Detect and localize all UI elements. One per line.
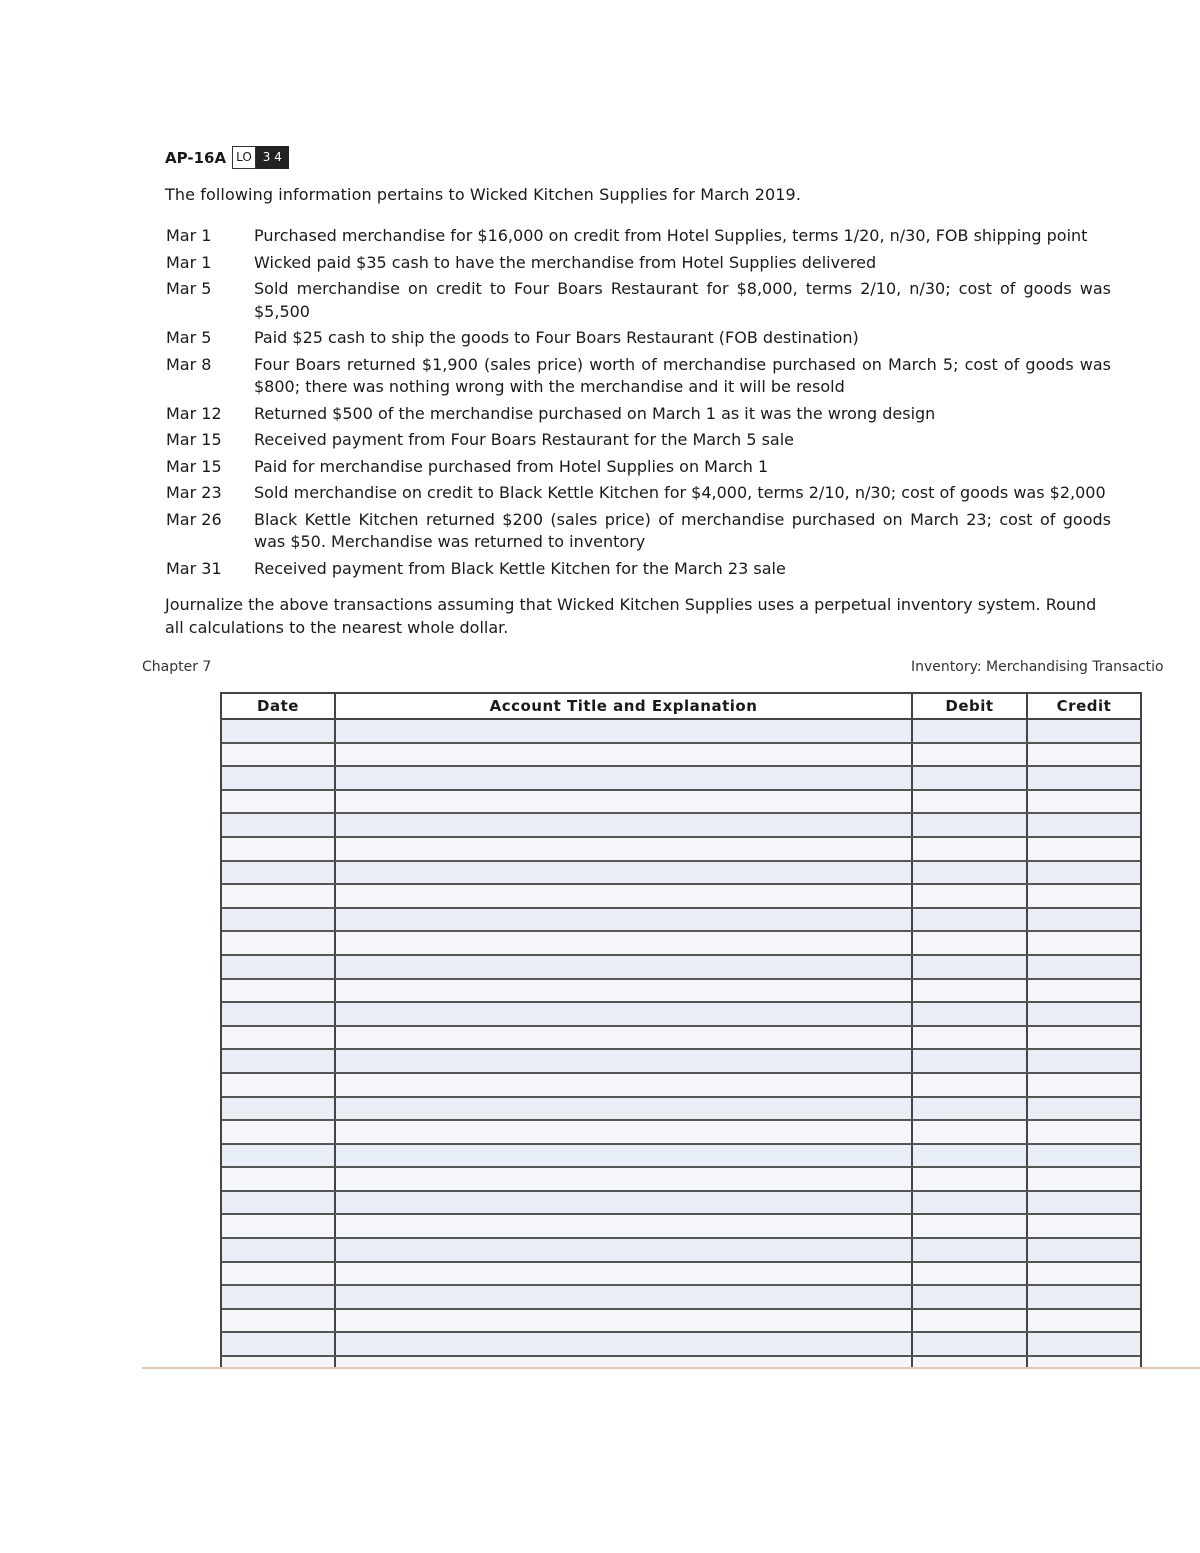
table-row [222,1003,1140,1027]
account-cell[interactable] [336,909,913,931]
table-row [222,1286,1140,1310]
transaction-date: Mar 15 [166,430,222,449]
account-cell[interactable] [336,1098,913,1120]
table-row [222,1121,1140,1145]
transaction-description: Returned $500 of the merchandise purchased on March 1 as it was the wrong design [254,403,936,423]
debit-cell[interactable] [913,980,1028,1002]
account-cell[interactable] [336,1027,913,1049]
transaction-description: Sold merchandise on credit to Four Boars Restaurant for $8,000, terms 2/10, n/30; cost of goods was $5,500 [254,279,1111,321]
credit-cell[interactable] [1028,1192,1140,1214]
account-cell[interactable] [336,1310,913,1332]
debit-cell[interactable] [913,1027,1028,1049]
credit-cell[interactable] [1028,720,1140,742]
date-cell[interactable] [222,838,336,860]
table-row [222,1310,1140,1334]
table-row [222,1263,1140,1287]
account-cell[interactable] [336,1145,913,1167]
date-cell[interactable] [222,1050,336,1072]
account-cell[interactable] [336,1192,913,1214]
credit-cell[interactable] [1028,1027,1140,1049]
account-cell[interactable] [336,1239,913,1261]
debit-cell[interactable] [913,1263,1028,1285]
transaction-date: Mar 5 [166,279,212,298]
transaction-row [166,327,1111,350]
credit-cell[interactable] [1028,885,1140,907]
account-cell[interactable] [336,1286,913,1308]
table-row [222,909,1140,933]
account-cell[interactable] [336,720,913,742]
debit-cell[interactable] [913,909,1028,931]
transaction-description: Paid $25 cash to ship the goods to Four Boars Restaurant (FOB destination) [254,328,859,347]
debit-cell[interactable] [913,791,1028,813]
date-cell[interactable] [222,814,336,836]
journal-body [222,720,1140,1368]
debit-cell[interactable] [913,814,1028,836]
table-row [222,814,1140,838]
credit-cell[interactable] [1028,838,1140,860]
transaction-description: Received payment from Four Boars Restaurant for the March 5 sale [254,430,795,449]
account-cell[interactable] [336,791,913,813]
transaction-date: Mar 15 [166,456,222,476]
table-row [222,932,1140,956]
transaction-description: Purchased merchandise for $16,000 on credit from Hotel Supplies, terms 1/20, n/30, FOB shipping point [254,226,1088,245]
debit-cell[interactable] [913,885,1028,907]
account-cell[interactable] [336,767,913,789]
journal-table [220,692,1142,1368]
instructions-text: Journalize the above transactions assuming that Wicked Kitchen Supplies uses a perpetual inventory system. Round all calculations to the nearest whole dollar. [165,595,1097,637]
debit-cell[interactable] [913,1286,1028,1308]
date-cell[interactable] [222,1286,336,1308]
debit-cell[interactable] [913,1121,1028,1143]
chapter-title: Inventory: Merchandising Transactio [911,659,1164,675]
account-cell[interactable] [336,885,913,907]
transaction-row [166,482,1111,505]
debit-cell[interactable] [913,1239,1028,1261]
credit-cell[interactable] [1028,1098,1140,1120]
date-cell[interactable] [222,767,336,789]
transaction-row [166,403,1111,426]
debit-cell[interactable] [913,1074,1028,1096]
table-row [222,1050,1140,1074]
learning-objective-badge [232,146,289,169]
debit-cell[interactable] [913,767,1028,789]
problem-header [165,146,289,169]
table-row [222,744,1140,768]
account-cell[interactable] [336,1333,913,1355]
date-cell[interactable] [222,1215,336,1237]
account-cell[interactable] [336,1263,913,1285]
header-date: Date [222,694,336,718]
transaction-description: Received payment from Black Kettle Kitchen for the March 23 sale [254,558,786,578]
intro-text: The following information pertains to Wicked Kitchen Supplies for March 2019. [165,185,802,204]
date-cell[interactable] [222,1310,336,1332]
table-row [222,720,1140,744]
debit-cell[interactable] [913,1310,1028,1332]
date-cell[interactable] [222,791,336,813]
debit-cell[interactable] [913,1003,1028,1025]
credit-cell[interactable] [1028,1168,1140,1190]
table-row [222,1192,1140,1216]
transaction-row [166,252,1111,275]
table-row [222,1215,1140,1239]
account-cell[interactable] [336,1003,913,1025]
table-row [222,791,1140,815]
transaction-date: Mar 8 [166,354,212,374]
table-row [222,1074,1140,1098]
credit-cell[interactable] [1028,1333,1140,1355]
date-cell[interactable] [222,1121,336,1143]
date-cell[interactable] [222,885,336,907]
table-row [222,838,1140,862]
transaction-description: Paid for merchandise purchased from Hotel Supplies on March 1 [254,456,769,476]
date-cell[interactable] [222,956,336,978]
header-account: Account Title and Explanation [336,694,913,718]
table-row [222,767,1140,791]
debit-cell[interactable] [913,1050,1028,1072]
table-row [222,1098,1140,1122]
transaction-row [166,278,1111,323]
transaction-date: Mar 5 [166,328,212,347]
credit-cell[interactable] [1028,1074,1140,1096]
date-cell[interactable] [222,1239,336,1261]
date-cell[interactable] [222,744,336,766]
table-row [222,1333,1140,1357]
credit-cell[interactable] [1028,956,1140,978]
credit-cell[interactable] [1028,814,1140,836]
credit-cell[interactable] [1028,1310,1140,1332]
date-cell[interactable] [222,1027,336,1049]
date-cell[interactable] [222,1333,336,1355]
account-cell[interactable] [336,956,913,978]
credit-cell[interactable] [1028,1145,1140,1167]
account-cell[interactable] [336,1168,913,1190]
date-cell[interactable] [222,932,336,954]
credit-cell[interactable] [1028,1263,1140,1285]
table-row [222,1168,1140,1192]
transaction-row [166,558,1111,581]
transaction-date: Mar 1 [166,226,212,245]
date-cell[interactable] [222,1263,336,1285]
date-cell[interactable] [222,1074,336,1096]
date-cell[interactable] [222,980,336,1002]
debit-cell[interactable] [913,1168,1028,1190]
account-cell[interactable] [336,1215,913,1237]
debit-cell[interactable] [913,1145,1028,1167]
credit-cell[interactable] [1028,932,1140,954]
page-bottom-rule [142,1367,1200,1369]
transaction-description: Sold merchandise on credit to Black Kettle Kitchen for $4,000, terms 2/10, n/30; cost of goods was $2,000 [254,483,1106,502]
account-cell[interactable] [336,744,913,766]
transaction-date: Mar 26 [166,509,222,529]
account-cell[interactable] [336,1074,913,1096]
table-row [222,1239,1140,1263]
debit-cell[interactable] [913,1192,1028,1214]
transaction-date: Mar 23 [166,483,222,502]
debit-cell[interactable] [913,1215,1028,1237]
date-cell[interactable] [222,862,336,884]
debit-cell[interactable] [913,838,1028,860]
debit-cell[interactable] [913,862,1028,884]
transaction-date: Mar 1 [166,252,212,272]
table-row [222,885,1140,909]
transaction-description: Black Kettle Kitchen returned $200 (sales price) of merchandise purchased on March 23; cost of goods was $50. Merchandise was returned to inventory [254,509,1111,551]
account-cell[interactable] [336,814,913,836]
account-cell[interactable] [336,862,913,884]
date-cell[interactable] [222,1003,336,1025]
table-row [222,1145,1140,1169]
account-cell[interactable] [336,980,913,1002]
date-cell[interactable] [222,720,336,742]
credit-cell[interactable] [1028,744,1140,766]
transaction-row [166,354,1111,399]
credit-cell[interactable] [1028,980,1140,1002]
credit-cell[interactable] [1028,1239,1140,1261]
debit-cell[interactable] [913,932,1028,954]
transaction-row [166,225,1111,248]
transaction-description: Wicked paid $35 cash to have the merchandise from Hotel Supplies delivered [254,252,877,272]
account-cell[interactable] [336,838,913,860]
lo-numbers: 3 4 [256,146,289,169]
table-row [222,956,1140,980]
debit-cell[interactable] [913,1333,1028,1355]
account-cell[interactable] [336,1050,913,1072]
table-row [222,862,1140,886]
credit-cell[interactable] [1028,862,1140,884]
transaction-row [166,509,1111,554]
credit-cell[interactable] [1028,1215,1140,1237]
date-cell[interactable] [222,1098,336,1120]
chapter-label: Chapter 7 [142,659,212,675]
debit-cell[interactable] [913,1098,1028,1120]
date-cell[interactable] [222,1168,336,1190]
problem-id: AP-16A [165,148,227,167]
transaction-list [166,225,1111,584]
header-credit: Credit [1056,697,1112,715]
header-debit: Debit [913,694,1028,718]
debit-cell[interactable] [913,720,1028,742]
transaction-description: Four Boars returned $1,900 (sales price) worth of merchandise purchased on March 5; cost of goods was $800; there was nothing wrong with the merchandise and it will be resold [254,354,1111,396]
credit-cell[interactable] [1028,1050,1140,1072]
credit-cell[interactable] [1028,1286,1140,1308]
date-cell[interactable] [222,1145,336,1167]
lo-label: LO [232,146,256,169]
transaction-row [166,429,1111,452]
account-cell[interactable] [336,1121,913,1143]
date-cell[interactable] [222,1192,336,1214]
table-row [222,1027,1140,1051]
journal-header-row [222,694,1140,720]
credit-cell[interactable] [1028,791,1140,813]
credit-cell[interactable] [1028,909,1140,931]
account-cell[interactable] [336,932,913,954]
table-row [222,980,1140,1004]
debit-cell[interactable] [913,744,1028,766]
credit-cell[interactable] [1028,767,1140,789]
credit-cell[interactable] [1028,1121,1140,1143]
transaction-date: Mar 12 [166,403,222,423]
date-cell[interactable] [222,909,336,931]
transaction-date: Mar 31 [166,558,222,578]
transaction-row [166,456,1111,479]
credit-cell[interactable] [1028,1003,1140,1025]
debit-cell[interactable] [913,956,1028,978]
